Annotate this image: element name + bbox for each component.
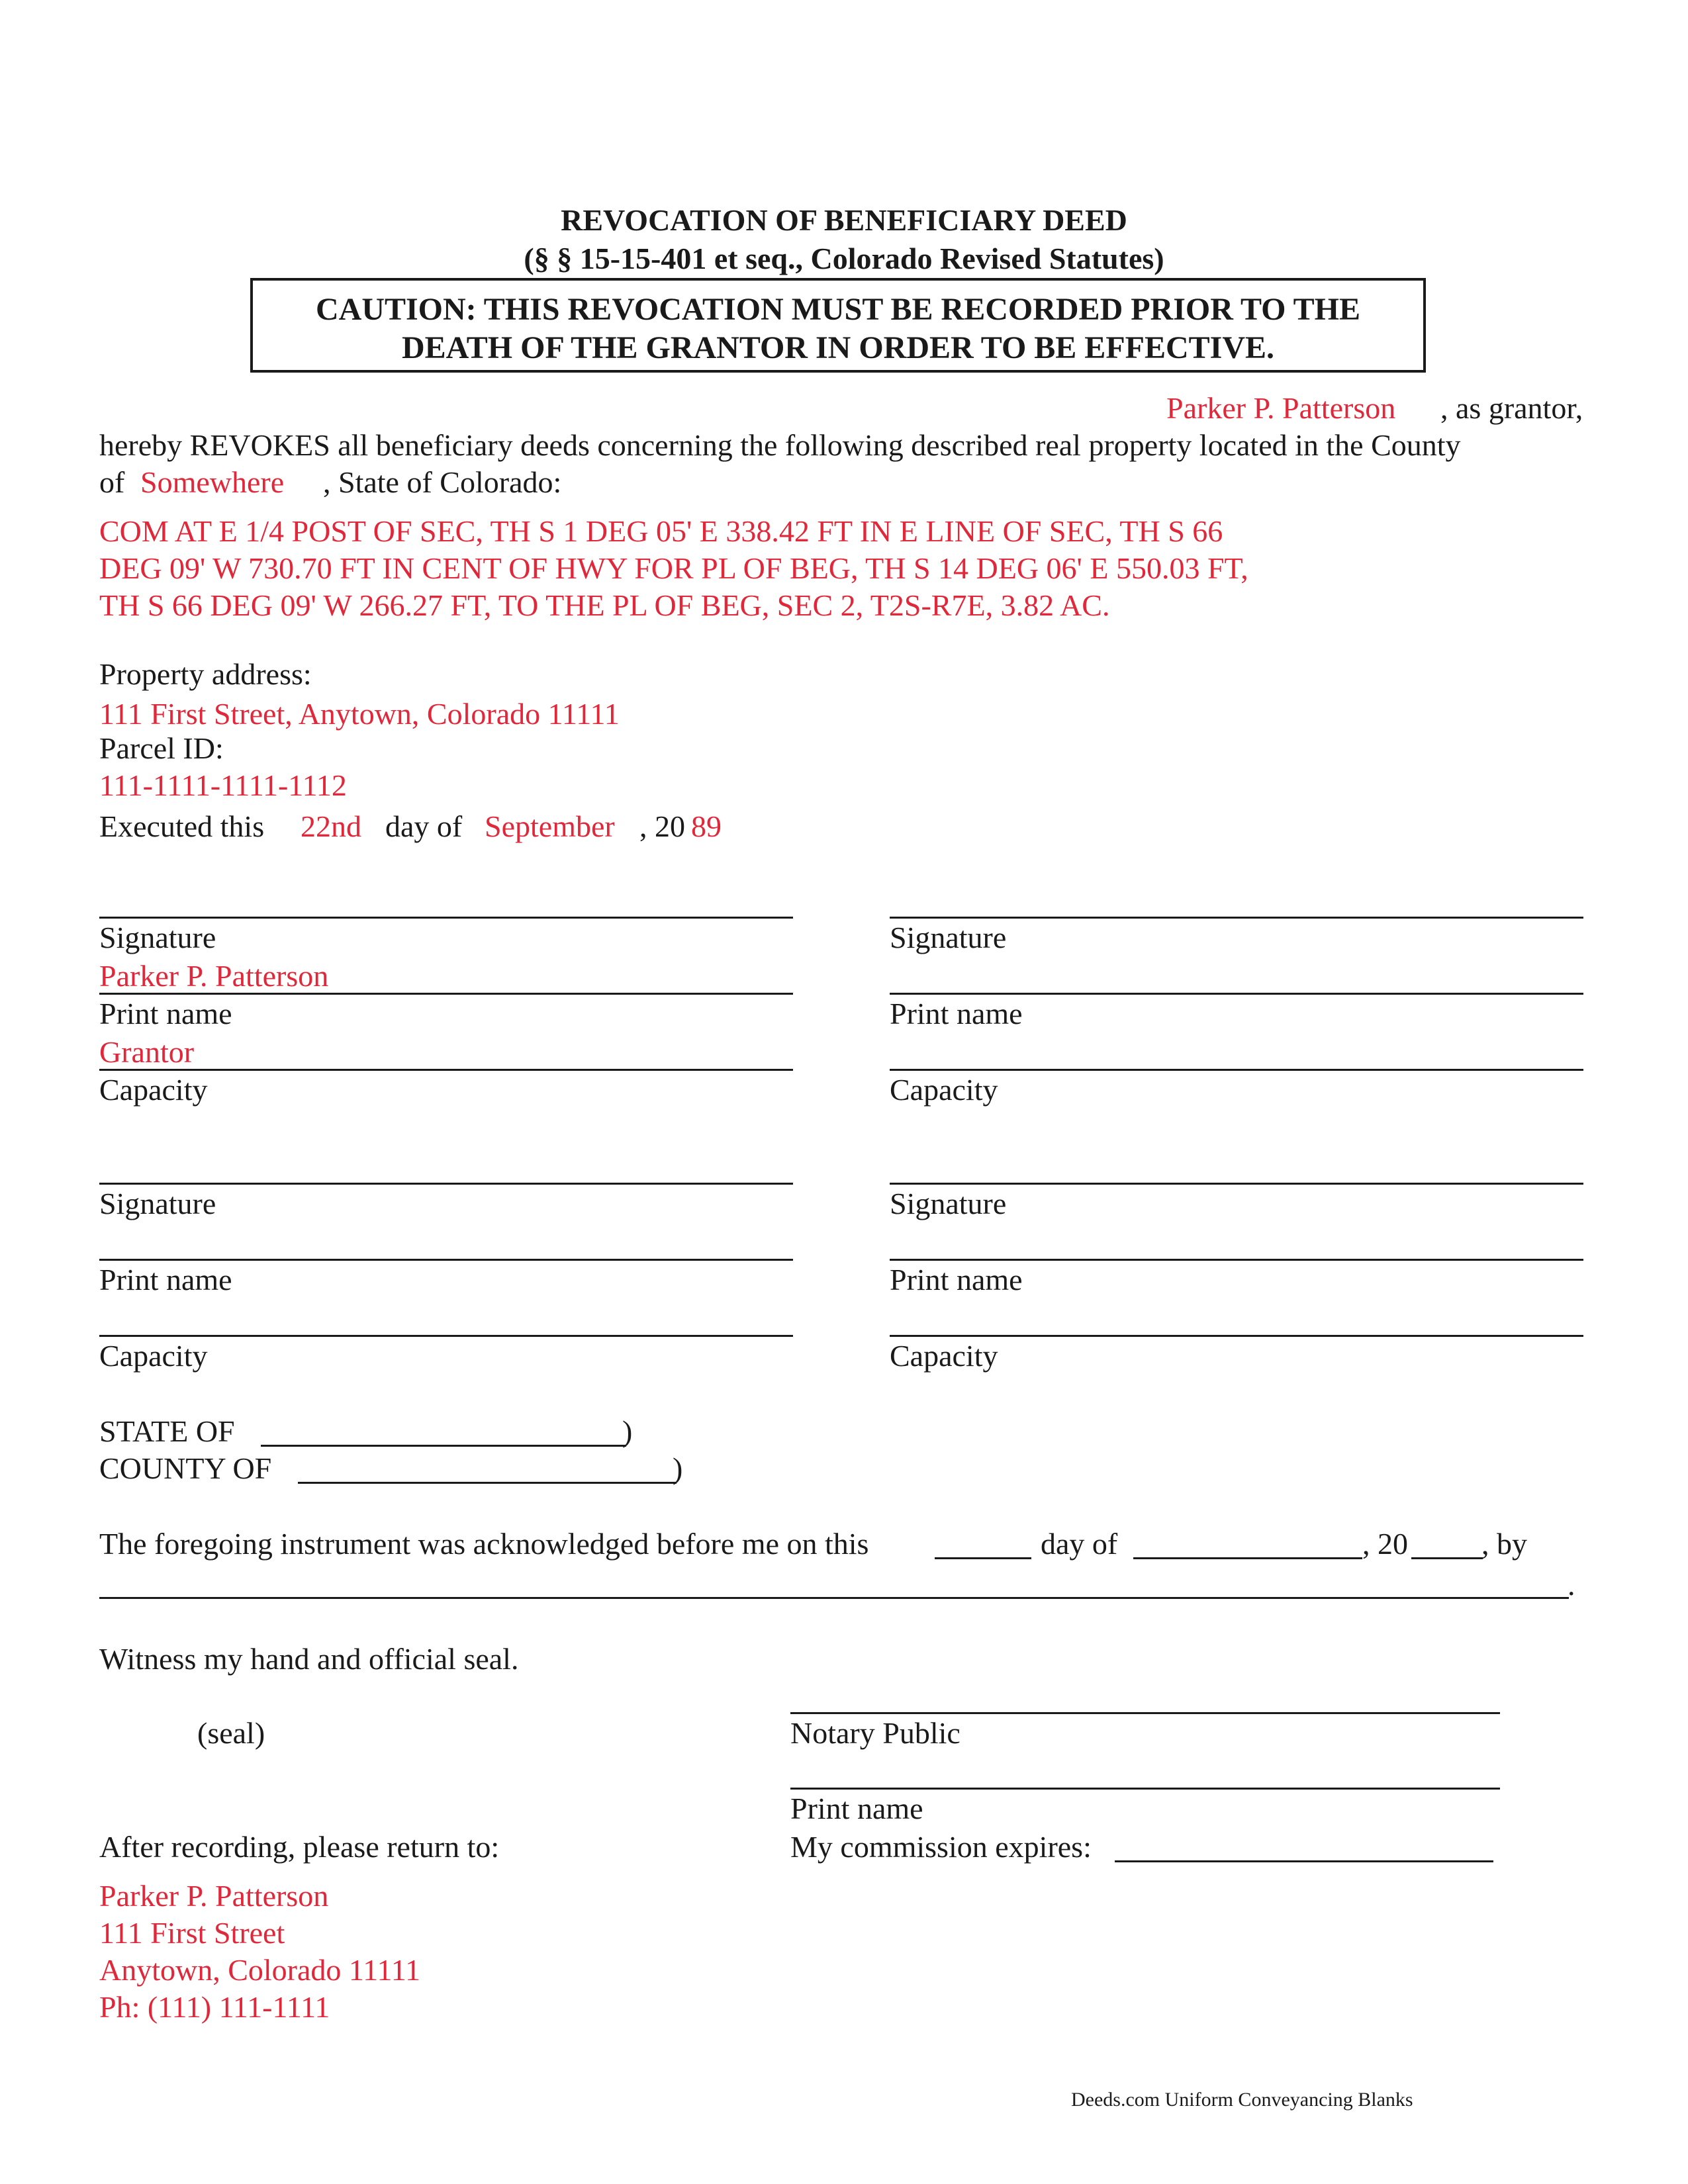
acknowledgment-by: , by: [1481, 1527, 1527, 1561]
executed-year-suffix: 89: [691, 809, 722, 843]
notary-print-name-label: Print name: [790, 1792, 923, 1825]
capacity-label: Capacity: [99, 1073, 208, 1107]
signature-line[interactable]: [99, 917, 793, 919]
signature-label: Signature: [99, 921, 216, 954]
commission-expires-line[interactable]: [1115, 1860, 1493, 1862]
statute-reference: (§ § 15-15-401 et seq., Colorado Revised Statutes): [524, 242, 1164, 275]
ack-day-line[interactable]: [935, 1557, 1031, 1559]
capacity-label: Capacity: [99, 1339, 208, 1373]
signature-line[interactable]: [890, 1183, 1583, 1185]
ack-by-name-line[interactable]: [99, 1597, 1569, 1599]
capacity-label: Capacity: [890, 1339, 998, 1373]
acknowledgment-prefix: The foregoing instrument was acknowledged before me on this: [99, 1527, 869, 1561]
parcel-id: 111-1111-1111-1112: [99, 768, 347, 802]
capacity-line[interactable]: [99, 1069, 793, 1071]
print-name-label: Print name: [890, 1263, 1023, 1297]
print-name-label: Print name: [99, 1263, 232, 1297]
return-to-label: After recording, please return to:: [99, 1830, 500, 1864]
return-to-phone: Ph: (111) 111-1111: [99, 1990, 330, 2024]
legal-description-line-3: TH S 66 DEG 09' W 266.27 FT, TO THE PL OF BEG, SEC 2, T2S-R7E, 3.82 AC.: [99, 588, 1110, 622]
executed-day: 22nd: [301, 809, 361, 843]
county-name: Somewhere: [140, 465, 285, 499]
signature-label: Signature: [890, 1187, 1007, 1220]
seal-placeholder: (seal): [197, 1716, 265, 1750]
return-to-name: Parker P. Patterson: [99, 1879, 329, 1913]
executed-month: September: [485, 809, 615, 843]
county-of-line[interactable]: [298, 1482, 677, 1484]
legal-description-line-1: COM AT E 1/4 POST OF SEC, TH S 1 DEG 05' E 338.42 FT IN E LINE OF SEC, TH S 66: [99, 514, 1223, 548]
footer-text: Deeds.com Uniform Conveyancing Blanks: [1071, 2089, 1413, 2111]
property-address: 111 First Street, Anytown, Colorado 11111: [99, 697, 620, 731]
parcel-id-label: Parcel ID:: [99, 731, 224, 765]
legal-description-line-2: DEG 09' W 730.70 FT IN CENT OF HWY FOR PL OF BEG, TH S 14 DEG 06' E 550.03 FT,: [99, 551, 1248, 585]
grantor-name: Parker P. Patterson: [1166, 391, 1396, 425]
as-grantor-text: , as grantor,: [1440, 391, 1583, 425]
capacity-label: Capacity: [890, 1073, 998, 1107]
return-to-city: Anytown, Colorado 11111: [99, 1953, 421, 1987]
witness-text: Witness my hand and official seal.: [99, 1642, 519, 1676]
executed-day-of: day of: [385, 809, 463, 843]
signature-line[interactable]: [890, 917, 1583, 919]
capacity-line[interactable]: [890, 1069, 1583, 1071]
acknowledgment-day-of: day of: [1041, 1527, 1118, 1561]
capacity-line[interactable]: [890, 1335, 1583, 1337]
signature-label: Signature: [890, 921, 1007, 954]
executed-year-prefix: , 20: [639, 809, 685, 843]
document-title: REVOCATION OF BENEFICIARY DEED: [561, 203, 1127, 237]
state-of-paren: ): [622, 1414, 633, 1448]
print-name-label: Print name: [99, 997, 232, 1030]
executed-prefix: Executed this: [99, 809, 265, 843]
notary-print-name-line[interactable]: [790, 1788, 1500, 1790]
print-name-label: Print name: [890, 997, 1023, 1030]
signature-label: Signature: [99, 1187, 216, 1220]
signature-line[interactable]: [99, 1183, 793, 1185]
ack-month-line[interactable]: [1133, 1557, 1362, 1559]
capacity-line[interactable]: [99, 1335, 793, 1337]
commission-expires-label: My commission expires:: [790, 1830, 1092, 1864]
print-name-line[interactable]: [99, 993, 793, 995]
ack-year-line[interactable]: [1411, 1557, 1483, 1559]
property-address-label: Property address:: [99, 657, 312, 691]
state-of-line[interactable]: [261, 1445, 626, 1447]
acknowledgment-period: .: [1568, 1568, 1575, 1602]
grantor-capacity: Grantor: [99, 1035, 195, 1069]
return-to-street: 111 First Street: [99, 1916, 285, 1950]
grantor-print-name: Parker P. Patterson: [99, 959, 329, 993]
caution-box: [250, 278, 1426, 373]
county-of-label: COUNTY OF: [99, 1451, 272, 1485]
notary-signature-line[interactable]: [790, 1712, 1500, 1714]
of-label: of: [99, 465, 125, 499]
print-name-line[interactable]: [99, 1259, 793, 1261]
notary-public-label: Notary Public: [790, 1716, 961, 1750]
caution-line-2: DEATH OF THE GRANTOR IN ORDER TO BE EFFECTIVE.: [401, 330, 1275, 365]
state-of-colorado-text: , State of Colorado:: [323, 465, 562, 499]
county-of-paren: ): [673, 1451, 683, 1485]
caution-line-1: CAUTION: THIS REVOCATION MUST BE RECORDED PRIOR TO THE: [315, 292, 1361, 327]
state-of-label: STATE OF: [99, 1414, 235, 1448]
print-name-line[interactable]: [890, 993, 1583, 995]
revokes-text: hereby REVOKES all beneficiary deeds concerning the following described real property located in the County: [99, 428, 1461, 462]
acknowledgment-year-prefix: , 20: [1362, 1527, 1408, 1561]
print-name-line[interactable]: [890, 1259, 1583, 1261]
